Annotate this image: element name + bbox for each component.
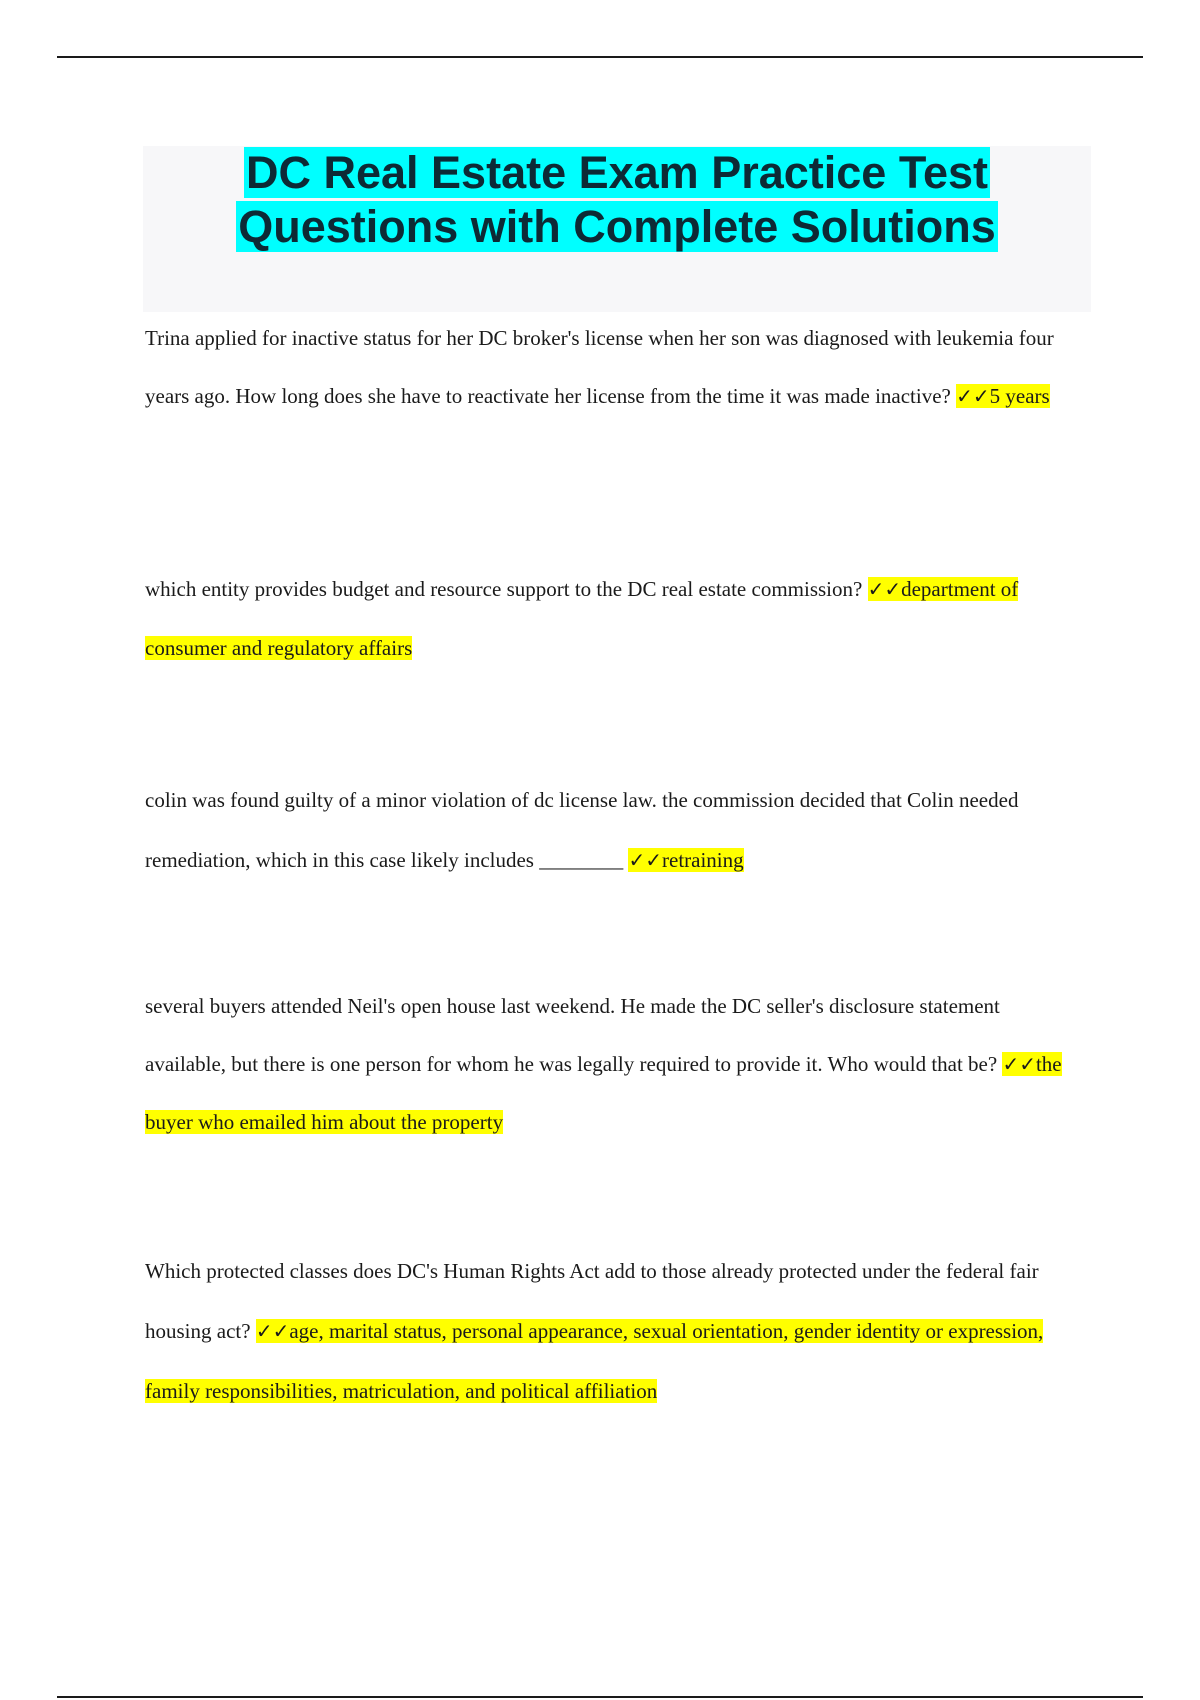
question-item <box>145 560 1085 678</box>
answer-text: retraining <box>662 848 744 872</box>
answer-highlight <box>628 848 743 872</box>
question-item <box>145 1241 1085 1421</box>
answer-text: age, marital status, personal appearance, sexual orientation, gender identity or expression, family responsibilities, matriculation, and political affiliation <box>145 1319 1044 1403</box>
bottom-divider <box>57 1696 1143 1698</box>
question-text: which entity provides budget and resource support to the DC real estate commission? <box>145 577 863 601</box>
question-item <box>145 977 1085 1151</box>
check-icon: ✓✓ <box>255 1319 290 1343</box>
check-icon: ✓✓ <box>628 848 662 872</box>
answer-text: the buyer who emailed him about the property <box>145 1052 1062 1134</box>
check-icon: ✓✓ <box>867 577 902 601</box>
answer-highlight <box>956 384 1050 408</box>
question-item <box>145 310 1085 425</box>
top-divider <box>57 56 1143 58</box>
question-text: several buyers attended Neil's open house last weekend. He made the DC seller's disclosure statement available, but there is one person for whom he was legally required to provide it. Who would that be? <box>145 994 1000 1076</box>
answer-text: 5 years <box>989 383 1050 408</box>
answer-text: department of consumer and regulatory affairs <box>145 577 1019 660</box>
question-item <box>145 770 1085 890</box>
question-text: Which protected classes does DC's Human Rights Act add to those already protected under the federal fair housing act? <box>145 1259 1039 1343</box>
title-line-2: Questions with Complete Solutions <box>238 201 996 252</box>
question-text: colin was found guilty of a minor violation of dc license law. the commission decided that Colin needed remediation, which in this case likely includes ________ <box>145 788 1019 872</box>
answer-highlight <box>145 1319 1043 1403</box>
check-icon: ✓✓ <box>956 383 990 408</box>
document-title <box>143 146 1091 254</box>
check-icon: ✓✓ <box>1002 1052 1036 1076</box>
title-block <box>143 146 1091 312</box>
title-line-1: DC Real Estate Exam Practice Test <box>245 147 989 198</box>
question-text: Trina applied for inactive status for her DC broker's license when her son was diagnosed with leukemia four years ago. How long does she have to reactivate her license from the time it was made inactive? <box>145 326 1054 408</box>
